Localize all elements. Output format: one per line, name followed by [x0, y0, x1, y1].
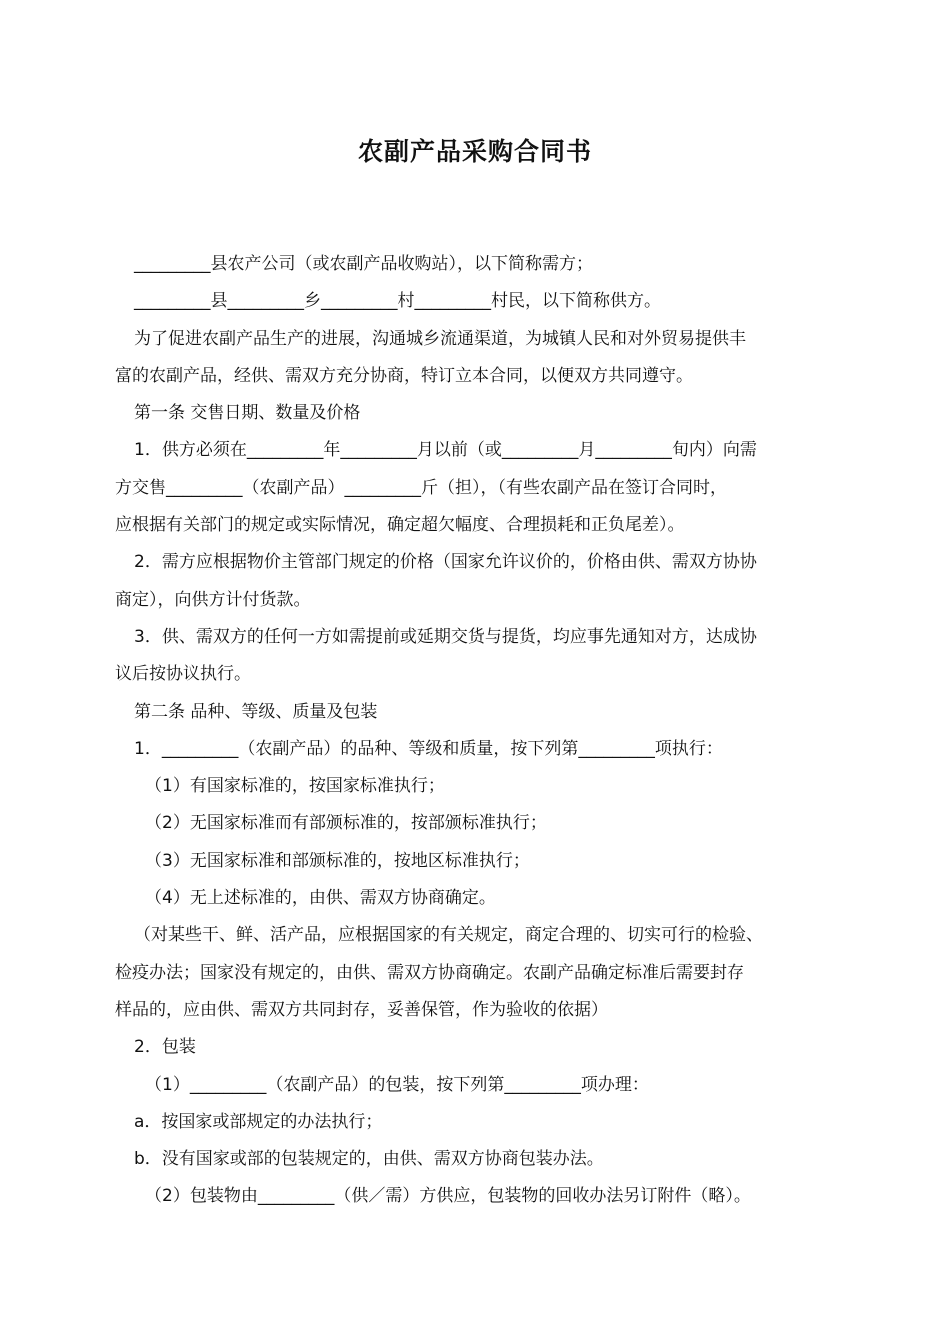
- paragraph-line: 3．供、需双方的任何一方如需提前或延期交货与提货，均应事先通知对方，达成协: [134, 626, 757, 647]
- paragraph-line: _________县农产公司（或农副产品收购站），以下简称需方；: [134, 254, 593, 274]
- document-title: 农副产品采购合同书: [357, 137, 592, 166]
- paragraph-line: 商定），向供方计付货款。: [115, 589, 311, 610]
- paragraph-line: （对某些干、鲜、活产品，应根据国家的有关规定，商定合理的、切实可行的检验、: [134, 925, 763, 946]
- paragraph-line: 议后按协议执行。: [115, 664, 251, 685]
- section-heading: 第二条 品种、等级、质量及包装: [134, 701, 378, 722]
- list-item: （3）无国家标准和部颁标准的，按地区标准执行；: [145, 850, 530, 871]
- paragraph-line: 1．_________（农副产品）的品种、等级和质量，按下列第_________项执行：: [134, 738, 723, 759]
- list-item: （1）_________（农副产品）的包装，按下列第_________项办理：: [145, 1074, 649, 1095]
- section-subheading: 2．包装: [134, 1037, 196, 1058]
- list-item: （4）无上述标准的，由供、需双方协商确定。: [145, 888, 496, 909]
- paragraph-line: 应根据有关部门的规定或实际情况，确定超欠幅度、合理损耗和正负尾差）。: [115, 515, 685, 536]
- document-body: [115, 246, 845, 1216]
- list-item: a．按国家或部规定的办法执行；: [134, 1111, 383, 1132]
- paragraph-line: _________县_________乡_________村_________村民，以下简称供方。: [134, 291, 661, 312]
- list-item: （2）无国家标准而有部颁标准的，按部颁标准执行；: [145, 813, 547, 834]
- paragraph-line: 样品的，应由供、需双方共同封存，妥善保管，作为验收的依据）: [115, 999, 608, 1020]
- paragraph-line: 为了促进农副产品生产的进展，沟通城乡流通渠道，为城镇人民和对外贸易提供丰: [134, 328, 746, 349]
- paragraph-line: 1．供方必须在_________年_________月以前（或_________月_________旬内）向需: [134, 440, 757, 461]
- section-heading: 第一条 交售日期、数量及价格: [134, 403, 361, 424]
- list-item: b．没有国家或部的包装规定的，由供、需双方协商包装办法。: [134, 1149, 604, 1170]
- paragraph-line: 富的农副产品，经供、需双方充分协商，特订立本合同，以便双方共同遵守。: [115, 365, 693, 386]
- list-item: （1）有国家标准的，按国家标准执行；: [145, 776, 445, 797]
- paragraph-line: 2．需方应根据物价主管部门规定的价格（国家允许议价的，价格由供、需双方协协: [134, 552, 757, 573]
- paragraph-line: 检疫办法；国家没有规定的，由供、需双方协商确定。农副产品确定标准后需要封存: [115, 962, 744, 983]
- paragraph-line: 方交售_________（农副产品）_________斤（担），（有些农副产品在签订合同时，: [115, 477, 727, 498]
- list-item: （2）包装物由_________（供／需）方供应，包装物的回收办法另订附件（略）。: [145, 1186, 751, 1207]
